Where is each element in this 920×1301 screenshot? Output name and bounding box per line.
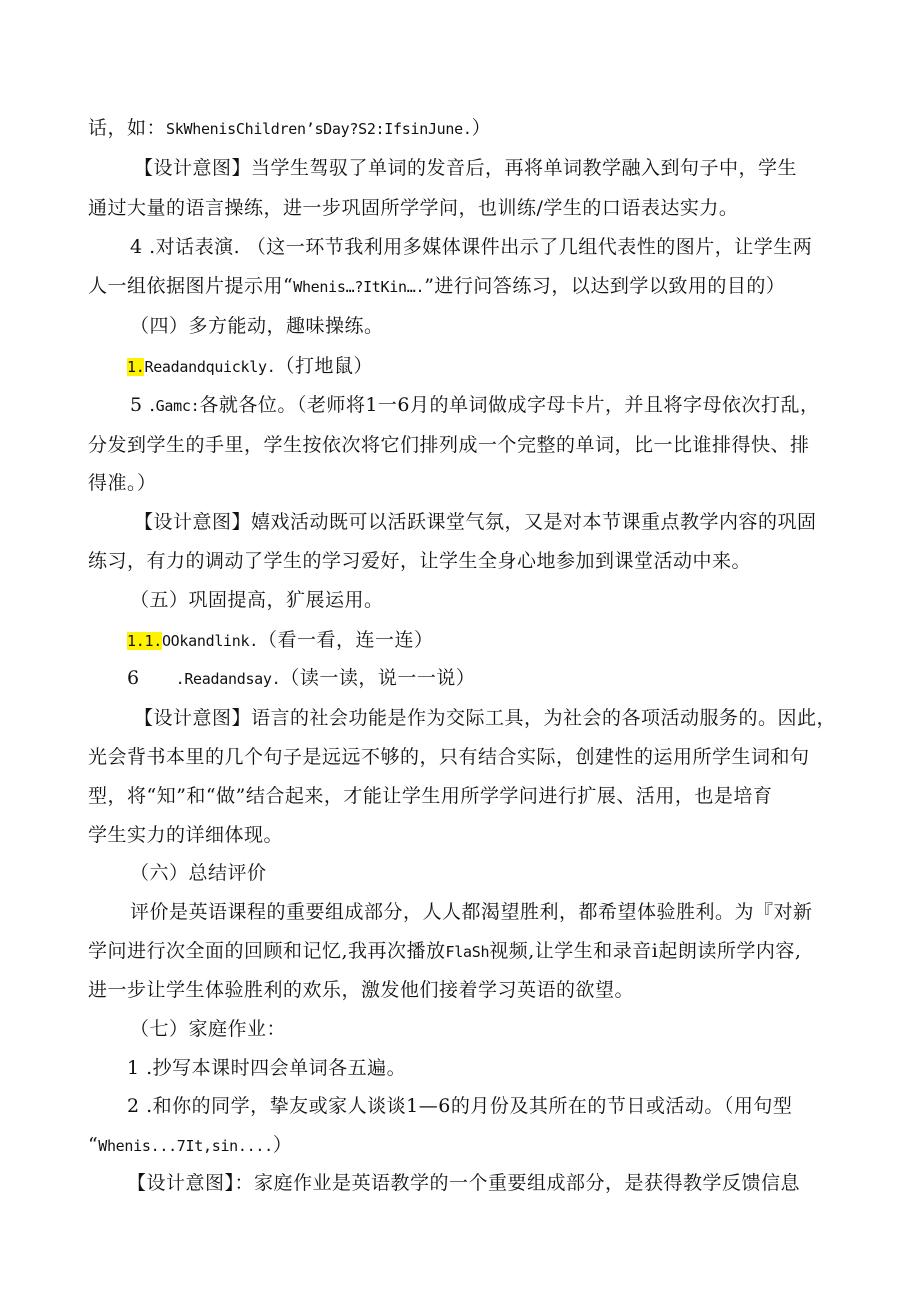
- text-line: [127, 1092, 792, 1120]
- text-run: 【设计意图】语言的社会功能是作为交际工具，为社会的各项活动服务的。因此，: [134, 707, 837, 729]
- text-line: [88, 1131, 292, 1160]
- text-run: 通过大量的语言操练，进一步巩固所学学问，也训练/学生的口语表达实力。: [88, 197, 739, 219]
- text-run: ）: [471, 117, 492, 139]
- text-run: FlaSh: [445, 943, 490, 961]
- text-line: [134, 704, 836, 732]
- text-run: （四）多方能动，趣味操练。: [130, 315, 384, 337]
- text-run: 评价是英语课程的重要组成部分，人人都渴望胜利，都希望体验胜利。为『对新: [130, 901, 813, 923]
- text-line: [130, 1015, 286, 1043]
- text-run: 1.: [127, 358, 145, 376]
- text-run: 得准。）: [88, 472, 157, 494]
- text-line: [127, 664, 475, 693]
- text-run: 1 .抄写本课时四会单词各五遍。: [127, 1057, 407, 1079]
- text-line: [130, 391, 820, 420]
- text-run: Readandquickly.: [144, 358, 276, 376]
- text-run: 视频,让学生和录音i起朗读所学内容,: [489, 940, 802, 962]
- text-line: [127, 1169, 800, 1197]
- text-line: [88, 431, 810, 459]
- text-line: [130, 586, 384, 614]
- text-line: [88, 114, 491, 143]
- text-run: 分发到学生的手里，学生按依次将它们排列成一个完整的单词，比一比谁排得快、排: [88, 434, 810, 456]
- text-run: （看一看，连一连）: [257, 629, 434, 651]
- text-run: 1.1.: [127, 632, 162, 650]
- text-run: 型，将“知”和“做”结合起来，才能让学生用所学学问进行扩展、活用，也是培育: [88, 785, 773, 807]
- text-line: [130, 233, 812, 261]
- text-run: 2 .和你的同学，挚友或家人谈谈1—6的月份及其所在的节日或活动。（用句型: [127, 1095, 793, 1117]
- text-run: “: [88, 1134, 99, 1156]
- text-run: ）: [272, 1134, 293, 1156]
- text-run: （打地鼠）: [275, 355, 373, 377]
- text-run: （六）总结评价: [130, 862, 267, 884]
- text-run: （五）巩固提高，犷展运用。: [130, 589, 384, 611]
- text-line: [88, 469, 157, 497]
- text-run: SkWhenisChildren’sDay?S2:IfsinJune.: [166, 120, 472, 138]
- text-run: 人一组依据图片提示用“: [88, 275, 294, 297]
- text-line: [127, 352, 373, 381]
- text-line: [88, 976, 634, 1004]
- text-run: 练习，有力的调动了学生的学习爱好，让学生全身心地参加到课堂活动中来。: [88, 550, 752, 572]
- text-run: 各就各位。（老师将1一6月的单词做成字母卡片，并且将字母依次打乱，: [199, 394, 820, 416]
- text-line: [130, 859, 267, 887]
- text-run: （读一读，说一一说）: [280, 667, 476, 689]
- text-run: 话，如：: [88, 117, 167, 139]
- text-run: 6: [127, 667, 140, 689]
- text-run: 学生实力的详细体现。: [88, 824, 284, 846]
- text-run: 进一步让学生体验胜利的欢乐，激发他们接着学习英语的欲望。: [88, 979, 635, 1001]
- text-line: [134, 154, 797, 182]
- text-run: 【设计意图】：家庭作业是英语教学的一个重要组成部分，是获得教学反馈信息: [127, 1172, 801, 1194]
- text-line: [88, 782, 772, 810]
- text-line: [127, 626, 434, 655]
- text-line: [88, 194, 738, 222]
- text-line: [88, 547, 751, 575]
- text-run: Gamc:: [155, 397, 200, 415]
- text-line: [88, 272, 785, 301]
- text-line: [130, 898, 813, 926]
- text-run: 4 .对话表演. （这一环节我利用多媒体课件出示了几组代表性的图片，让学生两: [130, 236, 813, 258]
- text-line: [88, 937, 801, 966]
- text-line: [130, 312, 384, 340]
- text-run: 【设计意图】当学生驾驭了单词的发音后，再将单词教学融入到句子中，学生: [134, 157, 798, 179]
- text-run: OOkandlink.: [161, 632, 258, 650]
- text-run: 学问进行次全面的回顾和记忆,我再次播放: [88, 940, 446, 962]
- text-line: [134, 508, 817, 536]
- text-run: 光会背书本里的几个句子是远远不够的，只有结合实际，创建性的运用所学生词和句: [88, 746, 810, 768]
- text-run: Whenis...7It,sin....: [98, 1137, 273, 1155]
- text-line: [88, 821, 283, 849]
- text-run: 【设计意图】嬉戏活动既可以活跃课堂气氛，又是对本节课重点教学内容的巩固: [134, 511, 817, 533]
- text-run: .Readandsay.: [175, 670, 281, 688]
- text-run: ”进行问答练习，以达到学以致用的目的）: [424, 275, 786, 297]
- text-line: [127, 1054, 406, 1082]
- text-run: 5 .: [130, 394, 156, 416]
- text-run: （七）家庭作业：: [130, 1018, 287, 1040]
- text-run: Whenis…?ItKin….: [293, 278, 425, 296]
- text-line: [88, 743, 810, 771]
